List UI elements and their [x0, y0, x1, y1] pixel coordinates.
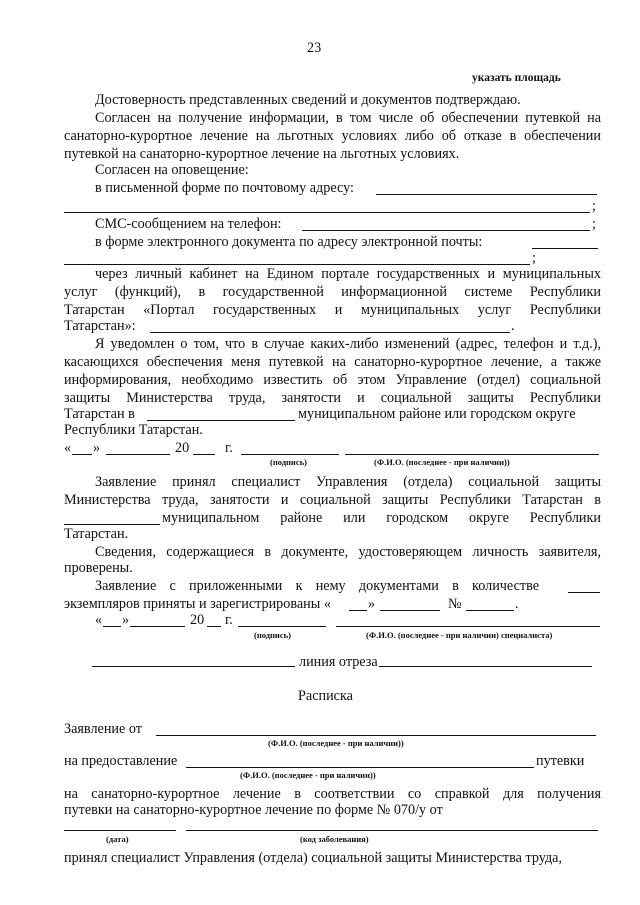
consent-line-3: путевкой на санаторно-курортное лечение на льготных условиях.	[64, 146, 460, 162]
receipt-line-1: на санаторно-курортное лечение в соответствии со справкой для получения	[64, 786, 601, 802]
sig1-podpis-label: (подпись)	[270, 457, 307, 467]
docs-line-1: Заявление с приложенными к нему документами в количестве	[95, 578, 539, 594]
fio-field[interactable]	[345, 454, 599, 455]
date-open: «	[95, 612, 103, 628]
docs-count-field[interactable]	[568, 592, 600, 593]
semicolon: ;	[592, 216, 596, 232]
verified-line-1: Сведения, содержащиеся в документе, удостоверяющем личность заявителя,	[95, 544, 601, 560]
accepted-line-3: муниципальном районе или городском округе Республики	[162, 510, 601, 526]
certificate-date-field[interactable]	[64, 830, 176, 831]
cut-line-label: линия отреза	[299, 654, 378, 670]
reg-month-field[interactable]	[380, 610, 440, 611]
notified-line-3: информирования, необходимо известить об этом Управление (отдел) социальной	[64, 372, 601, 388]
period: .	[511, 318, 515, 334]
accepted-line-1: Заявление принял специалист Управления (отдела) социальной защиты	[95, 474, 601, 490]
verified-line-2: проверены.	[64, 560, 133, 576]
label-code: (код заболевания)	[300, 834, 369, 844]
cabinet-line-4: Татарстан»:	[64, 318, 136, 334]
cut-line-left	[92, 666, 295, 667]
date-open: «	[64, 440, 72, 456]
beneficiary-fio-field[interactable]	[186, 767, 534, 768]
year-suffix: г.	[225, 612, 233, 628]
year-suffix: г.	[225, 440, 233, 456]
cabinet-line-1: через личный кабинет на Едином портале государственных и муниципальных	[95, 266, 601, 282]
notify-email-label: в форме электронного документа по адресу электронной почты:	[95, 234, 483, 250]
semicolon: ;	[532, 250, 536, 266]
notified-line-1: Я уведомлен о том, что в случае каких-либо изменений (адрес, телефон и т.д.),	[95, 336, 601, 352]
month-field[interactable]	[106, 454, 170, 455]
specialist-fio-field[interactable]	[336, 626, 600, 627]
consent-line-2: санаторно-курортное лечение на льготных условиях либо об отказе в обеспечении	[64, 128, 601, 144]
sig2-fio-label: (Ф.И.О. (последнее - при наличии) специалиста)	[366, 630, 553, 640]
month-field-2[interactable]	[130, 626, 185, 627]
confirm-statement: Достоверность представленных сведений и документов подтверждаю.	[95, 92, 521, 108]
receipt-line-2: путевки на санаторно-курортное лечение по форме № 070/у от	[64, 802, 443, 818]
receipt-voucher-label: путевки	[536, 753, 585, 769]
cabinet-line-2: услуг (функций), в государственной информационной системе Республики	[64, 284, 601, 300]
reg-number-field[interactable]	[466, 610, 514, 611]
year-field-2[interactable]	[207, 626, 221, 627]
email-field[interactable]	[532, 248, 598, 249]
signature-field-2[interactable]	[238, 626, 326, 627]
notified-line-6: Республики Татарстан.	[64, 422, 203, 438]
accepted-line-2: Министерства труда, занятости и социальной защиты Республики Татарстан в	[64, 492, 601, 508]
receipt-for-label: на предоставление	[64, 753, 178, 769]
notified-line-5b: муниципальном районе или городском округе	[298, 406, 576, 422]
notified-line-2: касающихся обеспечения меня путевкой на санаторно-курортное лечение, а также	[64, 354, 601, 370]
area-note: указать площадь	[472, 72, 561, 84]
cut-line-right	[379, 666, 592, 667]
cabinet-field[interactable]	[150, 332, 510, 333]
receipt-title: Расписка	[298, 688, 353, 704]
accepted-district-field[interactable]	[64, 524, 160, 525]
mail-address-field[interactable]	[376, 194, 597, 195]
sig2-podpis-label: (подпись)	[254, 630, 291, 640]
docs-number-sign: №	[448, 596, 462, 612]
email-field-2[interactable]	[64, 264, 530, 265]
notify-mail-label: в письменной форме по почтовому адресу:	[95, 180, 354, 196]
receipt-from-label: Заявление от	[64, 721, 142, 737]
mail-address-field-2[interactable]	[64, 212, 590, 213]
page-number: 23	[307, 40, 322, 56]
district-field[interactable]	[147, 420, 295, 421]
day-field-2[interactable]	[103, 626, 121, 627]
notified-line-5a: Татарстан в	[64, 406, 135, 422]
signature-field[interactable]	[241, 454, 339, 455]
disease-code-field[interactable]	[186, 830, 598, 831]
semicolon: ;	[592, 198, 596, 214]
notify-title: Согласен на оповещение:	[95, 162, 249, 178]
cabinet-line-3: Татарстан «Портал государственных и муниципальных услуг Республики	[64, 302, 601, 318]
label-date: (дата)	[106, 834, 129, 844]
receipt-fio2-label: (Ф.И.О. (последнее - при наличии))	[240, 770, 376, 780]
consent-line-1: Согласен на получение информации, в том числе об обеспечении путевкой на	[95, 110, 601, 126]
docs-line-2: экземпляров приняты и зарегистрированы «	[64, 596, 331, 612]
notify-sms-label: СМС-сообщением на телефон:	[95, 216, 282, 232]
applicant-fio-field[interactable]	[156, 735, 596, 736]
date-close: »	[93, 440, 101, 456]
accepted-line-4: Татарстан.	[64, 526, 129, 542]
receipt-last-line: принял специалист Управления (отдела) социальной защиты Министерства труда,	[64, 850, 563, 866]
phone-field[interactable]	[302, 230, 590, 231]
period: .	[515, 596, 519, 612]
notified-line-4: защиты Министерства труда, занятости и социальной защиты Республики	[64, 390, 601, 406]
year-field[interactable]	[193, 454, 215, 455]
year-prefix: 20	[175, 440, 190, 456]
reg-day-field[interactable]	[349, 610, 367, 611]
date-close: »	[122, 612, 130, 628]
day-field[interactable]	[72, 454, 92, 455]
year-prefix: 20	[190, 612, 205, 628]
sig1-fio-label: (Ф.И.О. (последнее - при наличии))	[374, 457, 510, 467]
receipt-fio1-label: (Ф.И.О. (последнее - при наличии))	[268, 738, 404, 748]
docs-close-quote: »	[368, 596, 376, 612]
